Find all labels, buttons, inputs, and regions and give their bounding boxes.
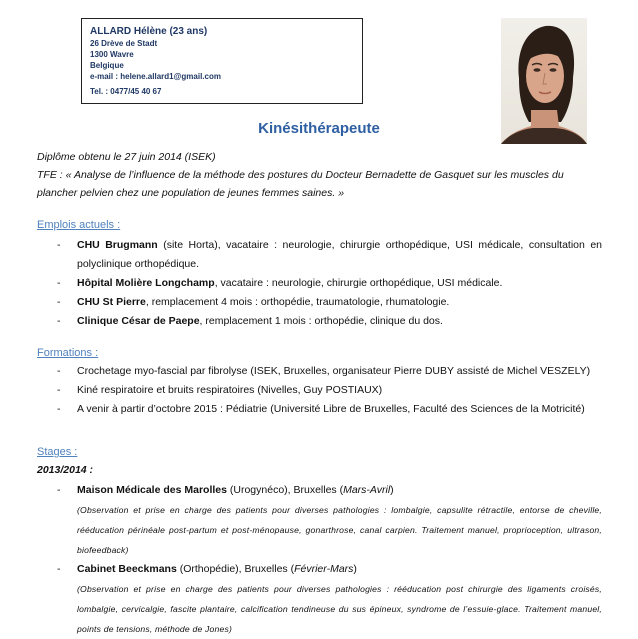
contact-address-1: 26 Drève de Stadt [90, 39, 158, 48]
tfe-text: TFE : « Analyse de l’influence de la méthode des postures du Docteur Bernadette de Gasquet sur les muscles du plancher pelvien chez une population de jeunes femmes saines. » [37, 169, 564, 199]
contact-address-2: 1300 Wavre [90, 50, 134, 59]
contact-name: ALLARD Hélène (23 ans) [90, 26, 208, 37]
contact-phone: Tel. : 0477/45 40 67 [90, 87, 162, 96]
list-item: - Hôpital Molière Longchamp, vacataire : neurologie, chirurgie orthopédique, USI médicale. [37, 274, 602, 293]
emplois-list [37, 236, 602, 331]
contact-country: Belgique [90, 61, 124, 70]
stage-description: (Observation et prise en charge des patients pour diverses pathologies : rééducation post chirurgie des ligaments croisés, lombalgie, cervicalgie, fascite plantaire, calcification tendineuse du sus épineux, syndrome de l’essuie-glace. Traitement manuel, points de tensions, méthode de Jones) [77, 584, 602, 634]
list-item: - A venir à partir d’octobre 2015 : Pédiatrie (Université Libre de Bruxelles, Faculté des Sciences de la Motricité) [37, 400, 602, 419]
section-emplois-heading: Emplois actuels : [37, 219, 121, 231]
contact-box [81, 18, 363, 104]
list-item: - Clinique César de Paepe, remplacement 1 mois : orthopédie, clinique du dos. [37, 312, 602, 331]
list-item: - Cabinet Beeckmans (Orthopédie), Bruxelles (Février-Mars) (Observation et prise en charge des patients pour diverses pathologies : rééducation post chirurgie des ligaments croisés, lombalgie, cervicalgie, fascite plantaire, calcification tendineuse du sus épineux, syndrome de l’essuie-glace. Traitement manuel, points de tensions, méthode de Jones) [37, 560, 602, 639]
stages-year: 2013/2014 : [37, 464, 94, 476]
list-item: - Kiné respiratoire et bruits respiratoires (Nivelles, Guy POSTIAUX) [37, 381, 602, 400]
section-formations-heading: Formations : [37, 347, 99, 359]
formations-list [37, 362, 602, 419]
list-item: - Crochetage myo-fascial par fibrolyse (ISEK, Bruxelles, organisateur Pierre DUBY assisté de Michel VESZELY) [37, 362, 602, 381]
list-item: - CHU St Pierre, remplacement 4 mois : orthopédie, traumatologie, rhumatologie. [37, 293, 602, 312]
contact-email: e-mail : helene.allard1@gmail.com [90, 72, 221, 81]
diploma-text: Diplôme obtenu le 27 juin 2014 (ISEK) [37, 151, 216, 163]
list-item: - Maison Médicale des Marolles (Urogynéco), Bruxelles (Mars-Avril) (Observation et prise en charge des patients pour diverses pathologies : lombalgie, capsulite rétractile, entorse de cheville, rééducation périnéale post-partum et post-ménopause, gonarthrose, canal carpien. Traitement manuel, proprioception, ultrason, biofeedback) [37, 481, 602, 560]
stages-list [37, 481, 602, 639]
page-title: Kinésithérapeute [258, 120, 380, 137]
stage-description: (Observation et prise en charge des patients pour diverses pathologies : lombalgie, capsulite rétractile, entorse de cheville, rééducation périnéale post-partum et post-ménopause, gonarthrose, canal carpien. Traitement manuel, proprioception, ultrason, biofeedback) [77, 505, 602, 555]
section-stages-heading: Stages : [37, 446, 78, 458]
list-item: - CHU Brugmann (site Horta), vacataire : neurologie, chirurgie orthopédique, USI médicale, consultation en polyclinique orthopédique. [37, 236, 602, 274]
